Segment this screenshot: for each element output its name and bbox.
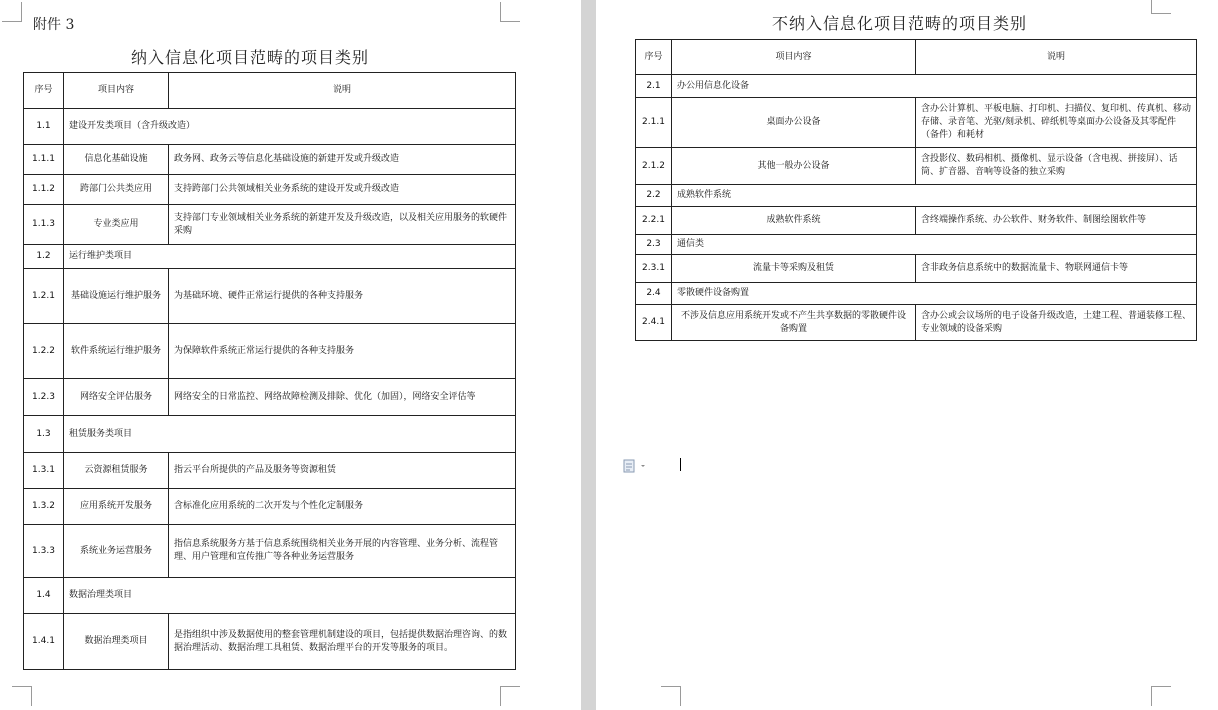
page-corner-mark [12, 686, 32, 706]
project-description: 含办公或会议场所的电子设备升级改造，土建工程、普通装修工程、专业领域的设备采购 [916, 305, 1197, 341]
text-cursor [680, 458, 681, 471]
project-content: 云资源租赁服务 [64, 453, 169, 489]
table-row [636, 148, 1197, 185]
row-number: 1.1.1 [24, 145, 64, 175]
row-number: 1.4.1 [24, 614, 64, 670]
category-heading: 通信类 [672, 235, 1197, 255]
table-row [636, 207, 1197, 235]
project-content: 成熟软件系统 [672, 207, 916, 235]
table-row [24, 614, 516, 670]
table-row [636, 185, 1197, 207]
project-content: 流量卡等采购及租赁 [672, 255, 916, 283]
row-number: 1.1.3 [24, 205, 64, 245]
row-number: 1.3.2 [24, 489, 64, 525]
row-number: 2.1.2 [636, 148, 672, 185]
table-row [24, 324, 516, 379]
page-title: 纳入信息化项目范畴的项目类别 [131, 48, 370, 67]
category-heading: 办公用信息化设备 [672, 75, 1197, 98]
row-number: 1.3 [24, 416, 64, 453]
table-row [636, 75, 1197, 98]
row-number: 1.2 [24, 245, 64, 269]
row-number: 1.2.2 [24, 324, 64, 379]
category-heading: 数据治理类项目 [64, 578, 516, 614]
column-header-name: 项目内容 [672, 40, 916, 75]
row-number: 2.4 [636, 283, 672, 305]
row-number: 2.3.1 [636, 255, 672, 283]
table-row [24, 416, 516, 453]
project-description: 含终端操作系统、办公软件、财务软件、制图绘图软件等 [916, 207, 1197, 235]
row-number: 1.2.3 [24, 379, 64, 416]
category-heading: 建设开发类项目（含升级改造） [64, 109, 516, 145]
table-row [636, 98, 1197, 148]
page-corner-mark [661, 686, 681, 706]
table-row [24, 205, 516, 245]
page-title: 不纳入信息化项目范畴的项目类别 [772, 14, 1028, 33]
project-description: 含投影仪、数码相机、摄像机、显示设备（含电视、拼接屏）、话筒、扩音器、音响等设备的独立采购 [916, 148, 1197, 185]
table-row [24, 175, 516, 205]
category-heading: 租赁服务类项目 [64, 416, 516, 453]
column-header-desc: 说明 [169, 73, 516, 109]
project-content: 不涉及信息应用系统开发或不产生共享数据的零散硬件设备购置 [672, 305, 916, 341]
project-content: 网络安全评估服务 [64, 379, 169, 416]
row-number: 1.1.2 [24, 175, 64, 205]
project-content: 专业类应用 [64, 205, 169, 245]
project-content: 跨部门公共类应用 [64, 175, 169, 205]
column-header-desc: 说明 [916, 40, 1197, 75]
page-corner-mark [500, 2, 520, 22]
project-description: 网络安全的日常监控、网络故障检测及排除、优化（加固），网络安全评估等 [169, 379, 516, 416]
row-number: 1.3.1 [24, 453, 64, 489]
project-content: 其他一般办公设备 [672, 148, 916, 185]
table-row [24, 489, 516, 525]
project-description: 含办公计算机、平板电脑、打印机、扫描仪、复印机、传真机、移动存储、录音笔、光驱/刻录机、碎纸机等桌面办公设备及其零配件（备件）和耗材 [916, 98, 1197, 148]
row-number: 2.4.1 [636, 305, 672, 341]
column-header-no: 序号 [636, 40, 672, 75]
included-projects-table [23, 72, 516, 670]
table-row [636, 283, 1197, 305]
project-description: 含标准化应用系统的二次开发与个性化定制服务 [169, 489, 516, 525]
table-header-row [636, 40, 1197, 75]
page-gutter [581, 0, 596, 710]
category-heading: 成熟软件系统 [672, 185, 1197, 207]
project-content: 数据治理类项目 [64, 614, 169, 670]
table-row [24, 109, 516, 145]
table-row [24, 525, 516, 578]
project-content: 软件系统运行维护服务 [64, 324, 169, 379]
project-description: 支持跨部门公共领域相关业务系统的建设开发或升级改造 [169, 175, 516, 205]
row-number: 1.4 [24, 578, 64, 614]
table-row [24, 245, 516, 269]
attachment-label: 附件 3 [33, 17, 75, 33]
row-number: 1.2.1 [24, 269, 64, 324]
project-description: 支持部门专业领域相关业务系统的新建开发及升级改造，以及相关应用服务的软硬件采购 [169, 205, 516, 245]
row-number: 1.3.3 [24, 525, 64, 578]
project-description: 政务网、政务云等信息化基础设施的新建开发或升级改造 [169, 145, 516, 175]
project-content: 桌面办公设备 [672, 98, 916, 148]
column-header-name: 项目内容 [64, 73, 169, 109]
project-description: 为保障软件系统正常运行提供的各种支持服务 [169, 324, 516, 379]
table-row [24, 453, 516, 489]
column-header-no: 序号 [24, 73, 64, 109]
row-number: 2.3 [636, 235, 672, 255]
page-corner-mark [2, 2, 22, 22]
project-description: 含非政务信息系统中的数据流量卡、物联网通信卡等 [916, 255, 1197, 283]
project-description: 指信息系统服务方基于信息系统围绕相关业务开展的内容管理、业务分析、流程管理、用户管理和宣传推广等各种业务运营服务 [169, 525, 516, 578]
page-corner-mark [1151, 0, 1171, 14]
project-content: 应用系统开发服务 [64, 489, 169, 525]
page-corner-mark [1151, 686, 1171, 706]
project-description: 指云平台所提供的产品及服务等资源租赁 [169, 453, 516, 489]
table-row [24, 145, 516, 175]
row-number: 1.1 [24, 109, 64, 145]
table-row [636, 255, 1197, 283]
page-corner-mark [500, 686, 520, 706]
row-number: 2.2.1 [636, 207, 672, 235]
row-number: 2.1.1 [636, 98, 672, 148]
row-number: 2.2 [636, 185, 672, 207]
document-page-left [0, 0, 581, 710]
table-row [24, 379, 516, 416]
category-heading: 零散硬件设备购置 [672, 283, 1197, 305]
project-description: 是指组织中涉及数据使用的整套管理机制建设的项目，包括提供数据治理咨询、的数据治理活动、数据治理工具租赁、数据治理平台的开发等服务的项目。 [169, 614, 516, 670]
table-row [636, 305, 1197, 341]
project-content: 系统业务运营服务 [64, 525, 169, 578]
table-row [636, 235, 1197, 255]
excluded-projects-table [635, 39, 1197, 341]
project-content: 基础设施运行维护服务 [64, 269, 169, 324]
project-description: 为基础环境、硬件正常运行提供的各种支持服务 [169, 269, 516, 324]
clipboard-icon[interactable] [623, 458, 651, 472]
table-row [24, 269, 516, 324]
project-content: 信息化基础设施 [64, 145, 169, 175]
row-number: 2.1 [636, 75, 672, 98]
category-heading: 运行维护类项目 [64, 245, 516, 269]
table-header-row [24, 73, 516, 109]
document-page-right [596, 0, 1218, 710]
table-row [24, 578, 516, 614]
